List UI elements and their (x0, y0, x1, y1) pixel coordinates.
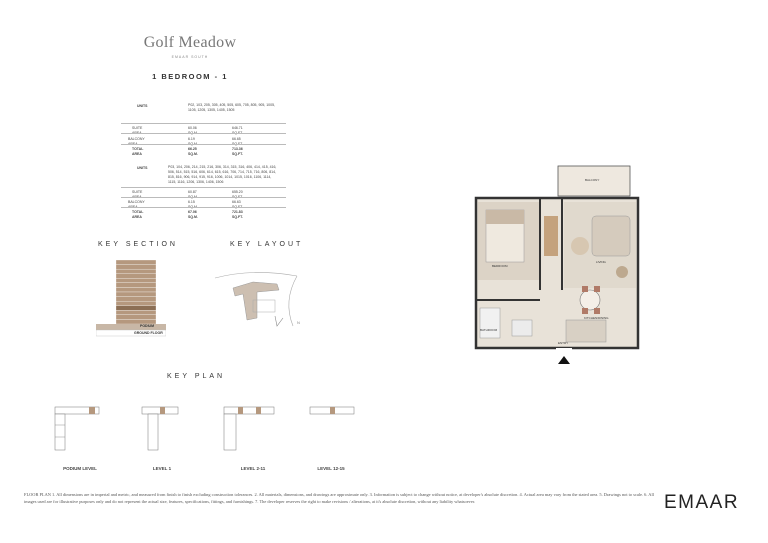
emaar-logo: EMAAR (664, 492, 740, 513)
table-divider (121, 187, 286, 188)
key-plan-level-1 (140, 405, 190, 460)
table-divider (121, 197, 286, 198)
floor-band (116, 297, 156, 302)
floor-band (116, 265, 156, 270)
disclaimer-text: FLOOR PLAN 1. All dimensions are in imperial and metric, and measured from finish to finish excluding construction tolerances. 2. All materials, dimensions, and drawings are approximate only. 3. Information is subject to change without notice, at developer's absolute discretion. 4. Actual area may vary from the stated area. 5. Drawings not to scale. 6. All images used are for illustrative purposes only and do not represent the actual size, features, specifications, fittings, and furnishings. 7. The developer reserves the right to make revisions / alterations, at it's absolute discretion, without any liability whatsoever. (24, 492, 654, 504)
floor-band (116, 287, 156, 292)
level-2-11-plan-icon (222, 405, 282, 455)
row-sqft: 66.65 SQ.FT. (232, 137, 243, 146)
floor-band (116, 315, 156, 320)
row-label: SUITE AREA (132, 126, 143, 135)
entry-label: ENTRY (558, 341, 569, 345)
row-sqft: 713.36 SQ.FT. (232, 147, 243, 156)
living-label: LIVING (596, 260, 606, 264)
floor-band (116, 310, 156, 315)
level-1-plan-icon (140, 405, 190, 455)
unit-type-title: 1 BEDROOM - 1 (152, 72, 228, 81)
floor-band (116, 301, 156, 306)
floor-plan (472, 160, 650, 370)
row-sqft: 655.20 SQ.FT. (232, 190, 243, 199)
units-list: P03, 104, 206, 214, 215, 216, 306, 314, 315, 316, 406, 414, 415, 416, 506, 514, 515, 516, 606, 614, 615, 616, 706, 714, 715, 716, 806, 814, 815, 816, 906, 914, 915, 916, 1006, 1014, 1015, 1016, 1106, 1114, 1115, 1116, 1206, 1306, 1406, 1506 (168, 165, 277, 184)
row-label: TOTAL AREA (132, 147, 144, 156)
section-elevation-icon (96, 260, 166, 340)
row-label: SUITE AREA (132, 190, 143, 199)
row-sqft: 646.71 SQ.FT. (232, 126, 243, 135)
units-list: P02, 103, 205, 305, 405, 505, 605, 705, 805, 905, 1005, 1105, 1205, 1305, 1405, 1505 (188, 103, 275, 112)
table-divider (121, 133, 286, 134)
floor-band (116, 274, 156, 279)
floor-band (116, 278, 156, 283)
podium-label: PODIUM (140, 324, 154, 328)
site-layout-icon (213, 266, 313, 336)
table-divider (121, 144, 286, 145)
balcony-label: BALCONY (585, 178, 600, 182)
key-plan-podium (53, 405, 103, 460)
row-sqm: 6.15 SQ.M. (188, 200, 198, 209)
row-sqm: 66.25 SQ.M. (188, 147, 198, 156)
key-plan-title: KEY PLAN (167, 373, 226, 380)
key-layout-title: KEY LAYOUT (230, 241, 304, 248)
brand-subtitle: EMAAR SOUTH (171, 55, 209, 59)
key-plan-level-12-15 (308, 405, 358, 440)
key-section-title: KEY SECTION (98, 241, 178, 248)
row-sqm: 67.06 SQ.M. (188, 210, 198, 219)
podium-plan-icon (53, 405, 103, 455)
row-sqm: 6.19 SQ.M. (188, 137, 198, 146)
row-label: TOTAL AREA (132, 210, 144, 219)
units-label: UNITS (137, 166, 148, 170)
floor-band (116, 292, 156, 297)
bathroom-label: BATHROOM (480, 328, 498, 332)
table-divider (121, 123, 286, 124)
units-label: UNITS (137, 104, 148, 108)
row-sqm: 60.06 SQ.M. (188, 126, 198, 135)
kitchen-label: KITCHEN/DINING (584, 316, 609, 320)
level-label: PODIUM LEVEL (63, 466, 97, 471)
row-label: BALCONY AREA (128, 137, 145, 146)
svg-text:N: N (297, 320, 300, 325)
level-12-15-plan-icon (308, 405, 358, 435)
row-sqft: 721.83 SQ.FT. (232, 210, 243, 219)
floor-band (116, 283, 156, 288)
key-layout-diagram (213, 266, 313, 341)
ground-floor-label: GROUND FLOOR (134, 331, 163, 335)
level-label: LEVEL 2-11 (240, 466, 266, 471)
row-sqm: 60.87 SQ.M. (188, 190, 198, 199)
table-divider (121, 207, 286, 208)
row-sqft: 66.63 SQ.FT. (232, 200, 243, 209)
floor-band (116, 306, 156, 311)
floor-band (116, 260, 156, 265)
key-plan-level-2-11 (222, 405, 282, 460)
key-section-diagram (96, 260, 166, 340)
level-label: LEVEL 12-15 (317, 466, 345, 471)
row-label: BALCONY AREA (128, 200, 145, 209)
floor-band (116, 269, 156, 274)
brand-title: Golf Meadow (143, 34, 237, 51)
bedroom-label: BEDROOM (492, 264, 508, 268)
level-label: LEVEL 1 (152, 466, 172, 471)
